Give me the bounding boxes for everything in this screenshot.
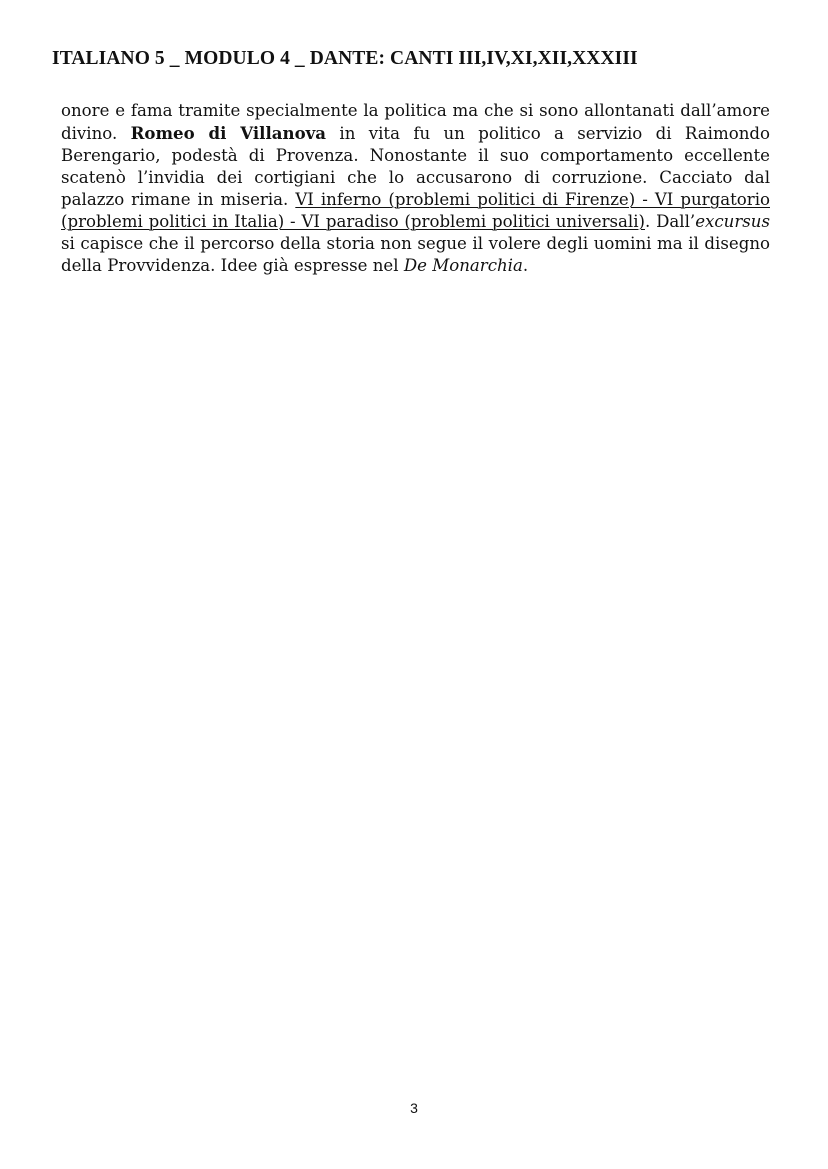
italic-work-title: De Monarchia xyxy=(403,256,523,275)
paragraph-text-3: . Dall’ xyxy=(645,212,696,231)
paragraph-text-2: in vita fu un politico a servizio di Raimondo Berengario, podestà di Provenza. Nonostante il suo comportamento eccellente scatenò l’invidia dei cortigiani che lo accusarono di corruzione. Cacciato dal palazzo rimane in miseria. xyxy=(61,124,771,209)
paragraph-text-1: onore e fama tramite specialmente la politica ma che si sono allontanati dall’amore divino. xyxy=(61,101,770,143)
underlined-canti-list: VI inferno (problemi politici di Firenze) - VI purgatorio (problemi politici in Italia) - VI paradiso (problemi politici universali) xyxy=(61,190,770,231)
bold-name-romeo: Romeo di Villanova xyxy=(130,123,327,143)
page-title: ITALIANO 5 _ MODULO 4 _ DANTE: CANTI III,IV,XI,XII,XXXIII xyxy=(52,48,638,69)
paragraph-text-5: . xyxy=(522,256,529,275)
italic-excursus: excursus xyxy=(695,212,771,231)
body-paragraph xyxy=(61,100,770,277)
page-number: 3 xyxy=(410,1100,418,1116)
paragraph-text-4: si capisce che il percorso della storia non segue il volere degli uomini ma il disegno della Provvidenza. Idee già espresse nel xyxy=(61,234,770,275)
